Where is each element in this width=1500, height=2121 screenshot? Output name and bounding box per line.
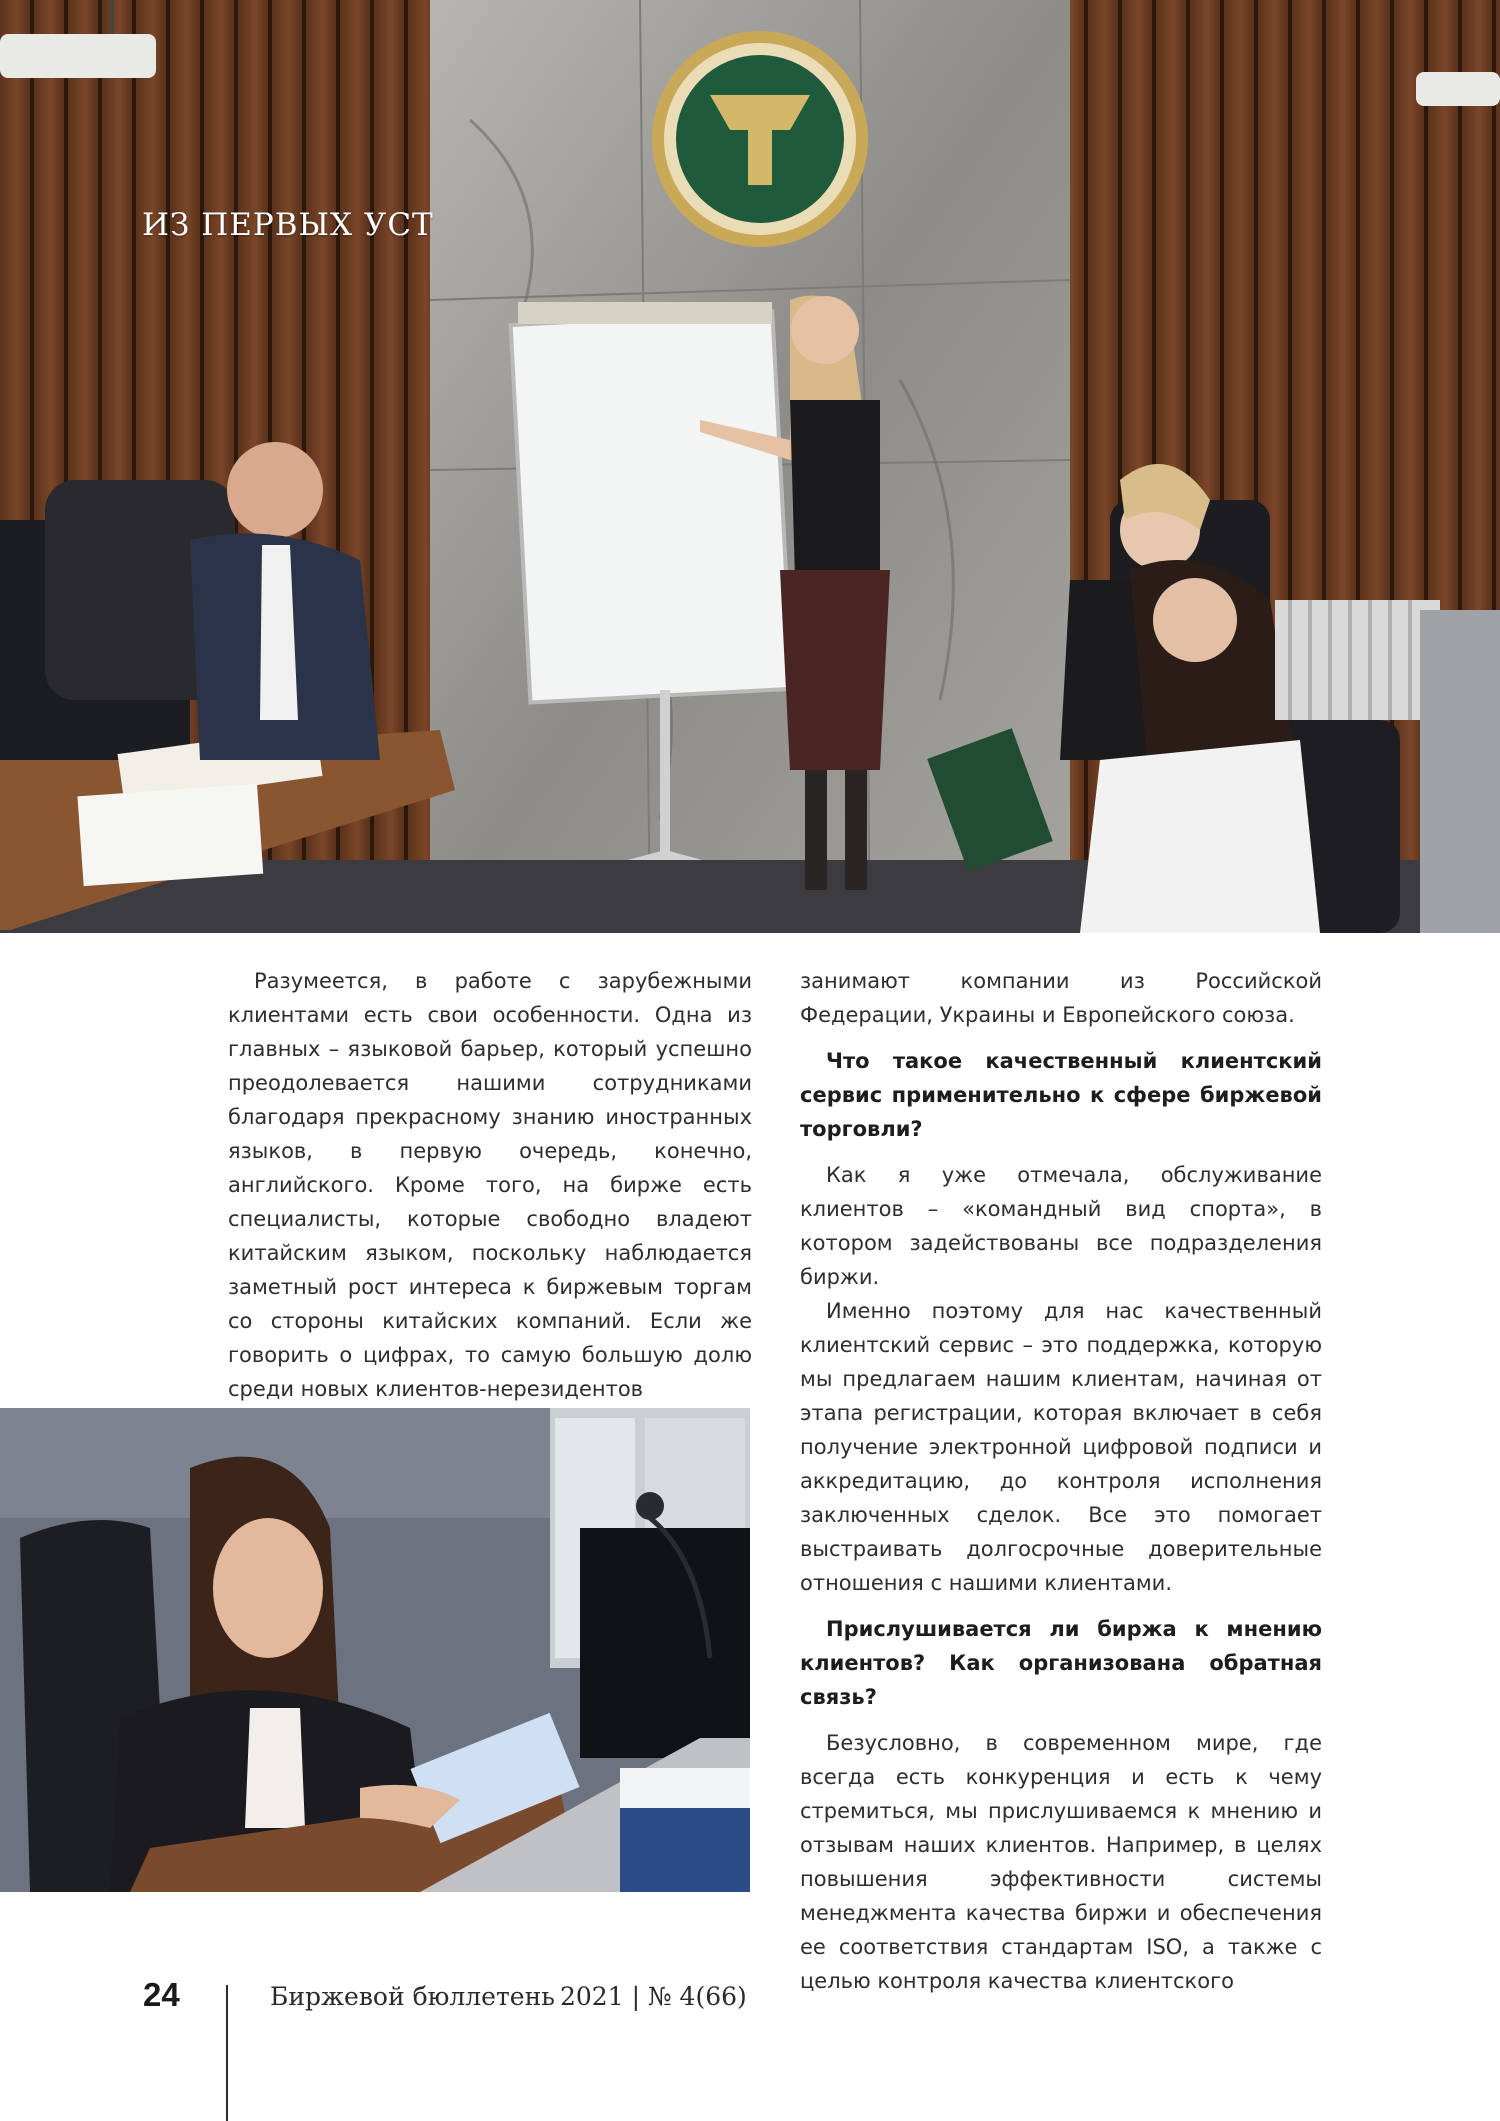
body-paragraph: занимают компании из Российской Федерации, Украины и Европейского союза. xyxy=(800,969,1322,1027)
right-column xyxy=(800,964,1322,1998)
footer-divider xyxy=(226,1985,228,2121)
question-heading: Что такое качественный клиентский сервис применительно к сфере биржевой торговли? xyxy=(800,1049,1322,1141)
question-heading: Прислушивается ли биржа к мнению клиентов? Как организована обратная связь? xyxy=(800,1617,1322,1709)
meeting-photo-icon xyxy=(0,0,1500,933)
top-photo xyxy=(0,0,1500,933)
body-paragraph: Именно поэтому для нас качественный клиентский сервис – это поддержка, которую мы предлагаем нашим клиентам, начиная от этапа регистрации, которая включает в себя получение электронной цифровой подписи и аккредитацию, до контроля исполнения заключенных сделок. Все это помогает выстраивать долгосрочные доверительные отношения с нашими клиентами. xyxy=(800,1299,1322,1595)
magazine-title: Биржевой бюллетень xyxy=(270,1982,555,2011)
issue-number: 2021 | № 4(66) xyxy=(560,1982,747,2011)
page-number: 24 xyxy=(143,1976,180,2013)
left-column xyxy=(228,964,752,1406)
bottom-photo xyxy=(0,1408,750,1892)
employee-at-desk-photo-icon xyxy=(0,1408,750,1892)
body-paragraph: Как я уже отмечала, обслуживание клиентов – «командный вид спорта», в котором задействованы все подразделения биржи. xyxy=(800,1163,1322,1289)
body-paragraph: Безусловно, в современном мире, где всегда есть конкуренция и есть к чему стремиться, мы прислушиваемся к мнению и отзывам наших клиентов. Например, в целях повышения эффективности системы менеджмента качества биржи и обеспечения ее соответствия стандартам ISO, а также с целью контроля качества клиентского xyxy=(800,1731,1322,1993)
section-tag: ИЗ ПЕРВЫХ УСТ xyxy=(142,207,434,243)
body-paragraph: Разумеется, в работе с зарубежными клиентами есть свои особенности. Одна из главных – языковой барьер, который успешно преодолевается нашими сотрудниками благодаря прекрасному знанию иностранных языков, в первую очередь, конечно, английского. Кроме того, на бирже есть специалисты, которые свободно владеют китайским языком, поскольку наблюдается заметный рост интереса к биржевым торгам со стороны китайских компаний. Если же говорить о цифрах, то самую большую долю среди новых клиентов-нерезидентов xyxy=(228,969,752,1401)
